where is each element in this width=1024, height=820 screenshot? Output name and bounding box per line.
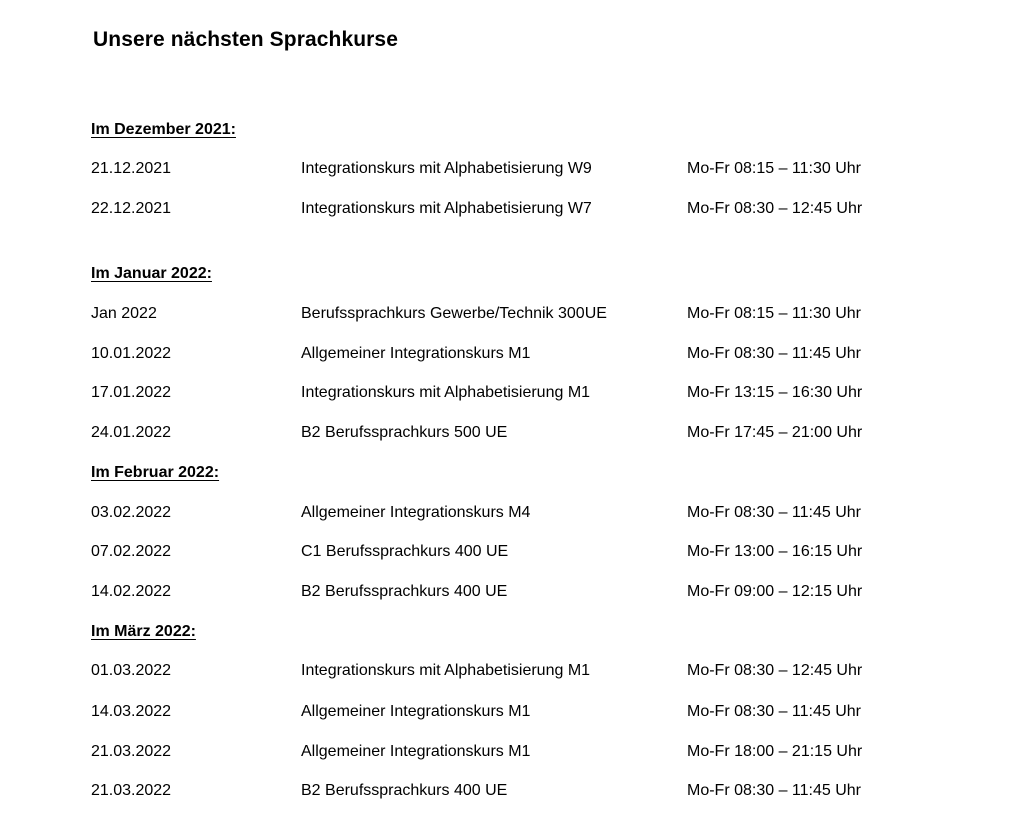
course-time: Mo-Fr 08:30 – 12:45 Uhr	[687, 662, 863, 679]
course-name: B2 Berufssprachkurs 400 UE	[301, 583, 508, 600]
course-time: Mo-Fr 17:45 – 21:00 Uhr	[687, 424, 863, 441]
course-name: Integrationskurs mit Alphabetisierung W7	[301, 200, 592, 217]
course-date: 21.03.2022	[91, 782, 172, 799]
course-row	[0, 782, 1024, 804]
course-time: Mo-Fr 13:00 – 16:15 Uhr	[687, 543, 863, 560]
course-date: 21.12.2021	[91, 160, 172, 177]
section-heading-january-2022: Im Januar 2022:	[91, 265, 212, 282]
course-date: 03.02.2022	[91, 504, 172, 521]
course-row	[0, 543, 1024, 565]
course-row	[0, 200, 1024, 222]
section-heading-december-2021: Im Dezember 2021:	[91, 121, 236, 138]
course-time: Mo-Fr 08:30 – 11:45 Uhr	[687, 345, 862, 362]
course-name: Allgemeiner Integrationskurs M1	[301, 703, 531, 720]
course-date: 22.12.2021	[91, 200, 172, 217]
course-date: 14.03.2022	[91, 703, 172, 720]
course-name: Berufssprachkurs Gewerbe/Technik 300UE	[301, 305, 607, 322]
course-row	[0, 703, 1024, 725]
course-row	[0, 583, 1024, 605]
course-date: 07.02.2022	[91, 543, 172, 560]
course-name: C1 Berufssprachkurs 400 UE	[301, 543, 509, 560]
course-row	[0, 504, 1024, 526]
course-date: 14.02.2022	[91, 583, 172, 600]
section-heading-february-2022: Im Februar 2022:	[91, 464, 220, 481]
course-time: Mo-Fr 08:15 – 11:30 Uhr	[687, 305, 862, 322]
course-row	[0, 424, 1024, 446]
course-name: Integrationskurs mit Alphabetisierung W9	[301, 160, 592, 177]
course-name: Allgemeiner Integrationskurs M1	[301, 345, 531, 362]
section-heading-march-2022: Im März 2022:	[91, 623, 196, 640]
course-time: Mo-Fr 08:30 – 11:45 Uhr	[687, 504, 862, 521]
course-row	[0, 743, 1024, 765]
course-date: 01.03.2022	[91, 662, 172, 679]
course-name: Allgemeiner Integrationskurs M1	[301, 743, 531, 760]
course-time: Mo-Fr 08:30 – 12:45 Uhr	[687, 200, 863, 217]
course-date: 21.03.2022	[91, 743, 172, 760]
course-row	[0, 345, 1024, 367]
page-title: Unsere nächsten Sprachkurse	[93, 28, 398, 51]
course-time: Mo-Fr 18:00 – 21:15 Uhr	[687, 743, 863, 760]
course-name: B2 Berufssprachkurs 500 UE	[301, 424, 508, 441]
course-time: Mo-Fr 08:15 – 11:30 Uhr	[687, 160, 862, 177]
course-row	[0, 160, 1024, 182]
course-name: Integrationskurs mit Alphabetisierung M1	[301, 662, 591, 679]
course-row	[0, 305, 1024, 327]
course-time: Mo-Fr 08:30 – 11:45 Uhr	[687, 703, 862, 720]
course-date: 17.01.2022	[91, 384, 172, 401]
course-time: Mo-Fr 13:15 – 16:30 Uhr	[687, 384, 863, 401]
course-row	[0, 384, 1024, 406]
course-time: Mo-Fr 08:30 – 11:45 Uhr	[687, 782, 862, 799]
course-date: 10.01.2022	[91, 345, 172, 362]
course-date: Jan 2022	[91, 305, 157, 322]
course-name: Integrationskurs mit Alphabetisierung M1	[301, 384, 591, 401]
course-time: Mo-Fr 09:00 – 12:15 Uhr	[687, 583, 863, 600]
course-name: B2 Berufssprachkurs 400 UE	[301, 782, 508, 799]
course-row	[0, 662, 1024, 684]
course-name: Allgemeiner Integrationskurs M4	[301, 504, 531, 521]
course-date: 24.01.2022	[91, 424, 172, 441]
